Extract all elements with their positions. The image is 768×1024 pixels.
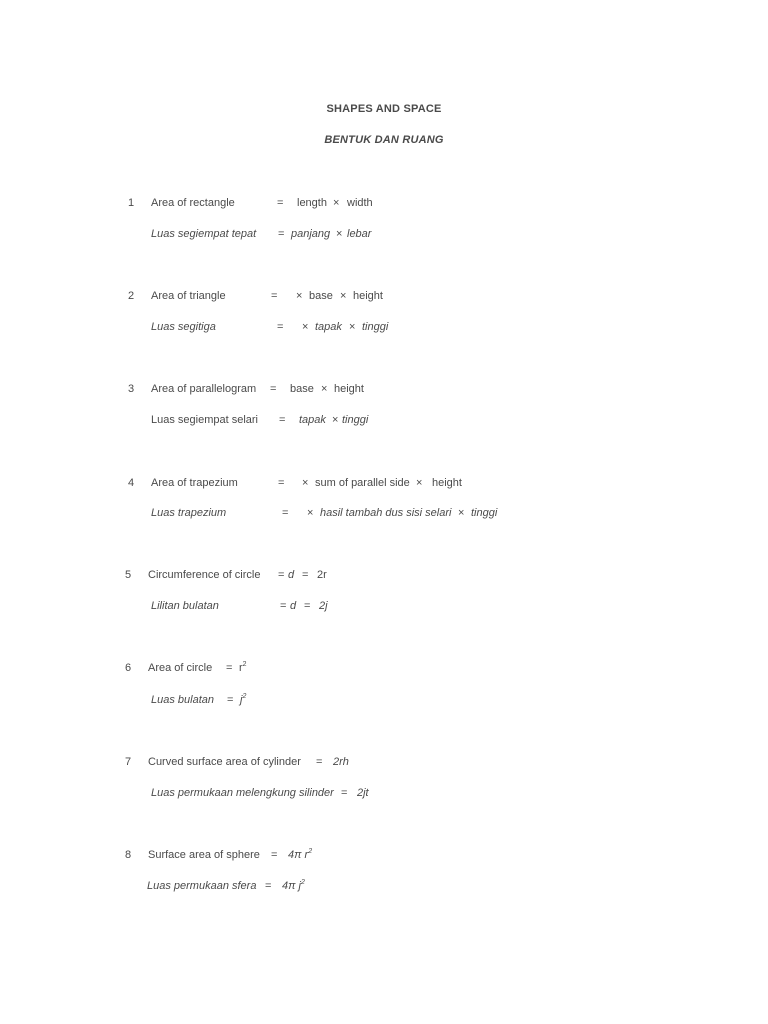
times-sign: × — [349, 321, 356, 333]
formula-label-en: Area of circle — [148, 662, 213, 674]
equals-sign: = — [316, 756, 323, 768]
formula-label-ms: Luas segitiga — [151, 321, 216, 333]
times-sign: × — [296, 290, 303, 302]
times-sign: × — [302, 321, 309, 333]
term: 2r — [317, 569, 327, 581]
times-sign: × — [416, 477, 423, 489]
term: 2jt — [357, 787, 369, 799]
equals-sign: = — [282, 507, 289, 519]
item-number: 4 — [128, 477, 135, 489]
equals-sign: = — [280, 600, 287, 612]
term: d — [288, 569, 295, 581]
formula-label-en: Surface area of sphere — [148, 849, 260, 861]
term: width — [347, 197, 373, 209]
term: height — [334, 383, 364, 395]
times-sign: × — [336, 228, 343, 240]
equals-sign: = — [270, 383, 277, 395]
times-sign: × — [321, 383, 328, 395]
formula-label-ms: Luas segiempat tepat — [151, 228, 257, 240]
term: 2rh — [333, 756, 349, 768]
formula-label-ms: Luas bulatan — [151, 694, 214, 706]
item-number: 3 — [128, 383, 135, 395]
times-sign: × — [332, 414, 339, 426]
item-number: 2 — [128, 290, 135, 302]
times-sign: × — [307, 507, 314, 519]
formula-label-en: Area of triangle — [151, 290, 226, 302]
exponent: 2 — [242, 693, 247, 700]
equals-sign: = — [278, 569, 285, 581]
equals-sign: = — [302, 569, 309, 581]
term: tinggi — [471, 507, 498, 519]
equals-sign: = — [226, 662, 233, 674]
equals-sign: = — [278, 228, 285, 240]
exponent: 2 — [301, 879, 305, 886]
equals-sign: = — [279, 414, 286, 426]
equals-sign: = — [277, 321, 284, 333]
formula-label-en: Area of trapezium — [151, 477, 238, 489]
formula-label-ms: Lilitan bulatan — [151, 600, 219, 612]
term: base — [290, 383, 314, 395]
formula-label-en: Area of parallelogram — [151, 383, 257, 395]
exponent: 2 — [242, 661, 247, 668]
term: tapak — [299, 414, 326, 426]
term: $j^2$ — [240, 693, 247, 706]
equals-sign: = — [271, 849, 278, 861]
times-sign: × — [302, 477, 309, 489]
times-sign: × — [458, 507, 465, 519]
term: length — [297, 197, 327, 209]
formula-label-en: Circumference of circle — [148, 569, 261, 581]
equals-sign: = — [265, 880, 272, 892]
term: 4π $j^2$ — [282, 879, 305, 892]
term: tapak — [315, 321, 342, 333]
item-number: 7 — [125, 756, 132, 768]
term: tinggi — [342, 414, 369, 426]
page-subtitle: BENTUK DAN RUANG — [324, 134, 444, 146]
exponent: 2 — [308, 848, 313, 855]
page-title: SHAPES AND SPACE — [326, 103, 442, 115]
equals-sign: = — [277, 197, 284, 209]
term: sum of parallel side — [315, 477, 410, 489]
equals-sign: = — [271, 290, 278, 302]
term: $r^2$ — [239, 661, 247, 674]
equals-sign: = — [304, 600, 311, 612]
term: height — [432, 477, 462, 489]
times-sign: × — [340, 290, 347, 302]
term: 2j — [319, 600, 328, 612]
item-number: 5 — [125, 569, 132, 581]
formula-label-en: Area of rectangle — [151, 197, 235, 209]
term: 4π $r^2$ — [288, 848, 313, 861]
item-number: 6 — [125, 662, 132, 674]
formula-label-en: Curved surface area of cylinder — [148, 756, 301, 768]
formula-label-ms: Luas trapezium — [151, 507, 227, 519]
equals-sign: = — [341, 787, 348, 799]
equals-sign: = — [227, 694, 234, 706]
term: tinggi — [362, 321, 389, 333]
term: height — [353, 290, 383, 302]
formula-label-ms: Luas segiempat selari — [151, 414, 259, 426]
term: lebar — [347, 228, 372, 240]
term: hasil tambah dus sisi selari — [320, 507, 452, 519]
item-number: 8 — [125, 849, 132, 861]
formula-label-ms: Luas permukaan sfera — [147, 880, 257, 892]
times-sign: × — [333, 197, 340, 209]
formula-label-ms: Luas permukaan melengkung silinder — [151, 787, 334, 799]
equals-sign: = — [278, 477, 285, 489]
item-number: 1 — [128, 197, 135, 209]
term: d — [290, 600, 297, 612]
term: panjang — [291, 228, 331, 240]
term: base — [309, 290, 333, 302]
